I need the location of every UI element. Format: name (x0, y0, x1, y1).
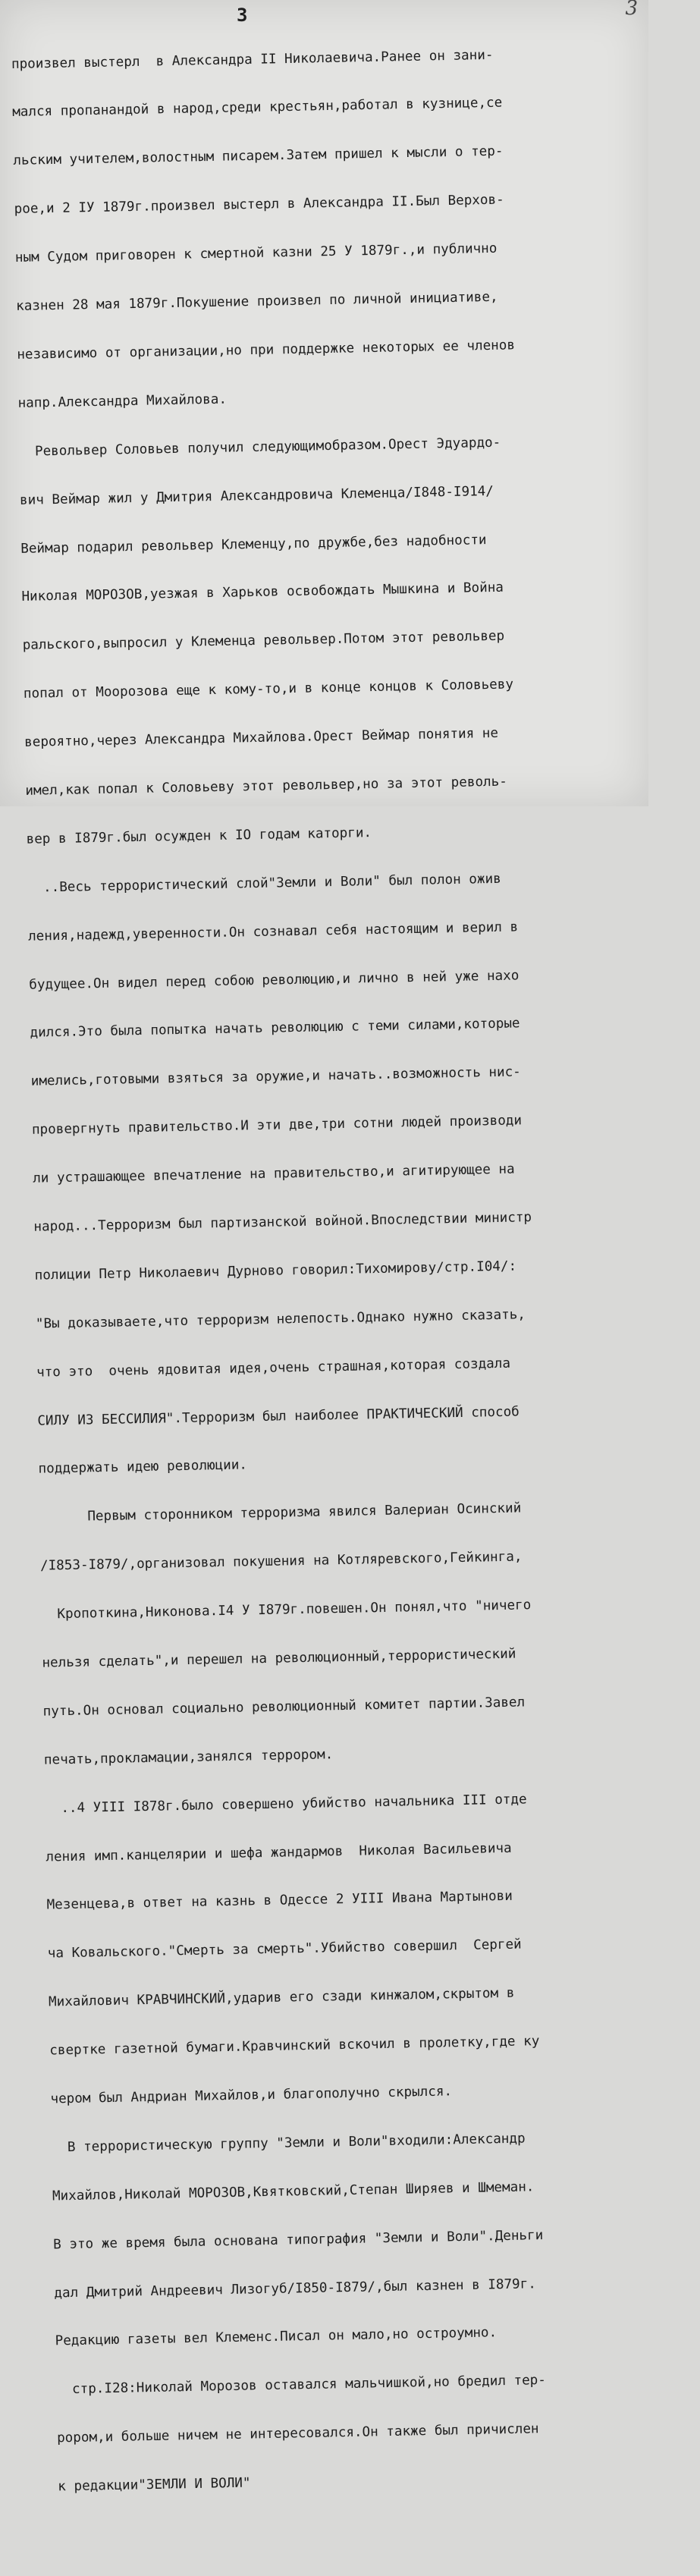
text-line: Веймар подарил револьвер Клеменцу,по дружбе,без надобности (20, 532, 487, 557)
text-line: СИЛУ ИЗ БЕССИЛИЯ".Терроризм был наиболее ПРАКТИЧЕСКИЙ способ (37, 1403, 520, 1429)
text-line: дал Дмитрий Андреевич Лизогуб/I850-I879/,был казнен в I879г. (54, 2276, 537, 2301)
text-line: ральского,выпросил у Клеменца револьвер.Потом этот револьвер (22, 628, 505, 654)
text-line: полиции Петр Николаевич Дурново говорил:Тихомирову/стр.I04/: (34, 1258, 517, 1283)
text-line: печать,прокламации,занялся террором. (43, 1747, 334, 1768)
text-line: ..Весь террористический слой"Земли и Воли" был полон ожив (27, 871, 501, 896)
text-line: /I853-I879/,организовал покушения на Котляревского,Гейкинга, (39, 1549, 523, 1574)
text-line: поддержать идею революции. (38, 1457, 248, 1478)
text-line (58, 2515, 699, 2544)
text-line: произвел выстерл в Александра II Николаевича.Ранее он зани- (11, 47, 494, 72)
text-line: рое,и 2 IУ 1879г.произвел выстерл в Александра II.Был Верхов- (14, 192, 504, 218)
text-line: ли устрашающее впечатление на правительство,и агитирующее на (33, 1161, 515, 1186)
text-line: попал от Моорозова еще к кому-то,и в конце концов к Соловьеву (23, 677, 514, 702)
text-line: дился.Это была попытка начать революцию с теми силами,которые (30, 1016, 520, 1041)
text-line: Николая МОРОЗОВ,уезжая в Харьков освобождать Мышкина и Война (21, 580, 504, 605)
text-line: народ...Терроризм был партизанской войной.Впоследствии министр (33, 1210, 532, 1235)
text-line: казнен 28 мая 1879г.Покушение произвел по личной инициативе, (15, 289, 498, 314)
text-line: стр.I28:Николай Морозов оставался мальчишкой,но бредил тер- (55, 2373, 547, 2398)
text-line: В это же время была основана типография "Земли и Воли".Деньги (53, 2227, 544, 2253)
text-line: свертке газетной бумаги.Кравчинский вскочил в пролетку,где ку (49, 2034, 540, 2059)
text-line: вер в I879г.был осужден к IO годам каторги. (26, 825, 372, 847)
page-number: 3 (237, 5, 248, 26)
text-line: ления,надежд,уверенности.Он сознавал себя настоящим и верил в (27, 919, 519, 944)
text-line: нельзя сделать",и перешел на революционный,террористический (42, 1646, 516, 1671)
text-line: имелись,готовыми взяться за оружие,и начать..возможность нис- (30, 1064, 521, 1090)
text-line: Михайлович КРАВЧИНСКИЙ,ударив его сзади кинжалом,скрытом в (48, 1985, 515, 2010)
text-line: напр.Александра Михайлова. (17, 391, 228, 411)
text-line: "Вы доказываете,что терроризм нелепость.Однако нужно сказать, (35, 1307, 526, 1332)
text-line: ча Ковальского."Смерть за смерть".Убийство совершил Сергей (47, 1937, 522, 1962)
text-line: ным Судом приговорен к смертной казни 25 У 1879г.,и публично (14, 240, 498, 266)
text-line: к редакции"ЗЕМЛИ И ВОЛИ" (58, 2475, 251, 2495)
text-line: рором,и больше ничем не интересовался.Он также был причислен (56, 2421, 539, 2446)
text-line: что это очень ядовитая идея,очень страшная,которая создала (36, 1356, 511, 1381)
handwritten-page-mark: 3 (625, 0, 638, 20)
text-line: имел,как попал к Соловьеву этот револьвер,но за этот револь- (25, 774, 508, 799)
text-line: будущее.Он видел перед собою революцию,и лично в ней уже нахо (29, 967, 520, 993)
text-line: Мезенцева,в ответ на казнь в Одессе 2 УIII Ивана Мартынови (46, 1889, 513, 1913)
typewritten-text-body (11, 12, 700, 2576)
text-line: Кропоткина,Никонова.I4 У I879г.повешен.Он понял,что "ничего (41, 1597, 532, 1623)
text-line: Михайлов,Николай МОРОЗОВ,Квятковский,Степан Ширяев и Шмеман. (52, 2179, 535, 2204)
text-line: провергнуть правительство.И эти две,три сотни людей производи (31, 1113, 523, 1138)
text-line: льским учителем,волостным писарем.Затем пришел к мысли о тер- (13, 143, 504, 169)
text-line: В террористическую группу "Земли и Воли"входили:Александр (51, 2131, 526, 2156)
text-line: ..4 УIII I878г.было совершено убийство начальника III отде (44, 1792, 527, 1817)
text-line: независимо от организации,но при поддержке некоторых ее членов (17, 338, 516, 363)
text-line: вич Веймар жил у Дмитрия Александровича Клеменца/I848-I914/ (19, 483, 494, 508)
text-line: Первым сторонником терроризма явился Валериан Осинский (39, 1500, 522, 1525)
text-line: Редакцию газеты вел Клеменс.Писал он мало,но остроумно. (55, 2325, 498, 2349)
text-line: Револьвер Соловьев получил следующимобразом.Орест Эдуардо- (18, 435, 501, 460)
text-line: чером был Андриан Михайлов,и благополучно скрылся. (50, 2084, 453, 2107)
text-line: путь.Он основал социально революционный комитет партии.Завел (42, 1695, 526, 1720)
text-line: вероятно,через Александра Михайлова.Орест Веймар понятия не (24, 725, 499, 750)
text-line: ления имп.канцелярии и шефа жандармов Николая Васильевича (46, 1840, 512, 1865)
text-line: мался пропанандой в народ,среди крестьян,работал в кузнице,се (12, 96, 503, 121)
